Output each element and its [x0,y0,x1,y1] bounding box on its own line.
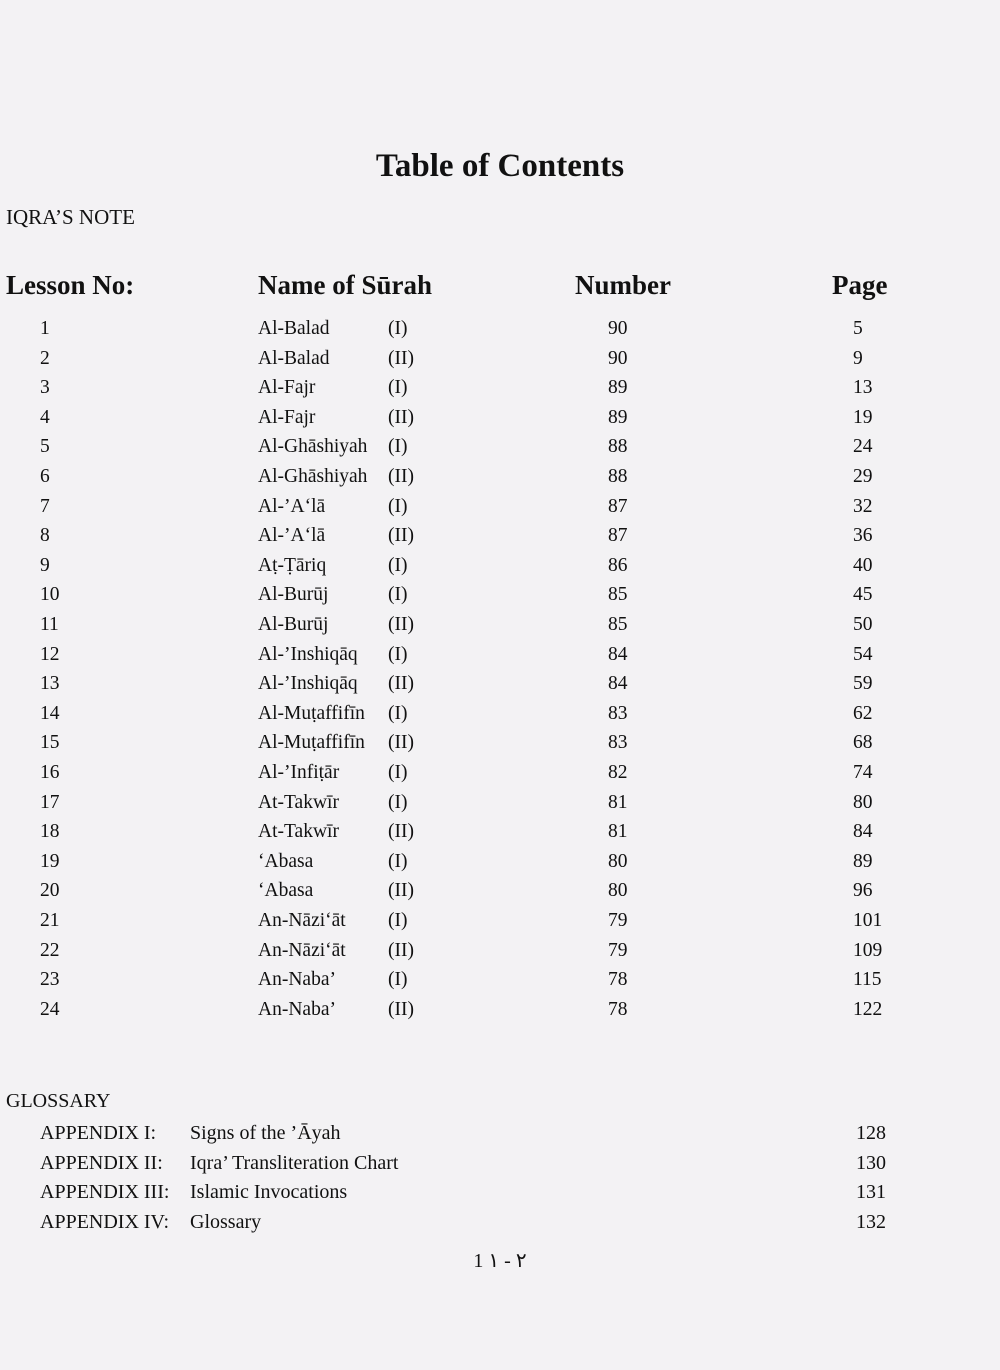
surah-number: 84 [608,673,628,695]
page-number: 74 [853,762,873,783]
page-number: 50 [853,614,873,635]
surah-name: Al-Fajr [258,406,316,428]
surah-number: 88 [608,466,628,487]
page-number: 24 [853,436,873,458]
surah-number: 81 [608,791,628,813]
page-number: 109 [853,939,883,961]
header-surah-name: Name of Sūrah [258,270,432,300]
page-footer: 1 ٢ - ١ [473,1250,527,1272]
glossary-heading: GLOSSARY [6,1090,111,1112]
appendix-title: Iqra’ Transliteration Chart [190,1151,399,1174]
appendix-row [0,1152,1000,1182]
surah-name: Al-Muṭaffifīn [258,702,365,724]
lesson-number: 15 [40,732,60,754]
page-number: 5 [853,318,863,339]
table-row [0,584,1000,613]
surah-part: (II) [388,880,414,902]
table-row [0,673,1000,702]
page-number: 84 [853,821,873,843]
surah-part: (I) [388,762,408,783]
table-row [0,348,1000,377]
lesson-number: 11 [40,614,59,635]
surah-part: (II) [388,406,414,428]
table-row [0,525,1000,554]
page-number: 19 [853,406,873,428]
surah-number: 81 [608,821,628,843]
lesson-number: 14 [40,702,60,724]
lesson-number: 10 [40,584,60,606]
surah-number: 82 [608,762,628,783]
lesson-number: 9 [40,554,50,576]
surah-number: 79 [608,939,628,961]
surah-name: ‘Abasa [258,880,314,902]
surah-number: 83 [608,702,628,724]
lesson-number: 17 [40,791,60,813]
table-row [0,496,1000,525]
page-number: 32 [853,495,873,517]
appendix-label: APPENDIX IV: [40,1210,170,1233]
surah-part: (II) [388,998,414,1020]
surah-number: 90 [608,318,628,339]
appendix-page: 130 [856,1151,886,1174]
appendix-page: 132 [856,1210,886,1233]
surah-number: 90 [608,347,628,369]
surah-part: (II) [388,939,414,961]
header-number: Number [575,270,671,300]
table-row [0,732,1000,761]
lesson-number: 6 [40,466,50,487]
page-title: Table of Contents [375,148,625,184]
surah-part: (II) [388,614,414,635]
lesson-number: 7 [40,495,50,517]
table-row [0,436,1000,465]
lesson-number: 5 [40,436,50,458]
surah-name: Al-Burūj [258,614,329,635]
surah-number: 89 [608,406,628,428]
surah-number: 88 [608,436,628,458]
surah-number: 79 [608,910,628,931]
page-number: 101 [853,910,883,931]
surah-name: Al-Muṭaffifīn [258,732,365,754]
table-row [0,851,1000,880]
page-number: 9 [853,347,863,369]
surah-part: (II) [388,466,414,487]
surah-name: Al-Burūj [258,584,329,606]
surah-number: 87 [608,495,628,517]
lesson-number: 4 [40,406,50,428]
surah-name: Al-’Inshiqāq [258,643,358,665]
page-number: 40 [853,554,873,576]
surah-part: (I) [388,584,408,606]
surah-part: (II) [388,821,414,843]
appendix-title: Signs of the ’Āyah [190,1122,341,1144]
appendix-label: APPENDIX I: [40,1122,157,1144]
page-number: 80 [853,791,873,813]
page-number: 29 [853,466,873,487]
lesson-number: 23 [40,969,60,991]
lesson-number: 1 [40,318,50,339]
appendix-label: APPENDIX II: [40,1151,163,1174]
surah-number: 78 [608,998,628,1020]
table-row [0,910,1000,939]
surah-part: (II) [388,525,414,547]
lesson-number: 3 [40,377,50,399]
iqra-note-heading: IQRA’S NOTE [6,205,135,229]
surah-number: 87 [608,525,628,547]
page-number: 122 [853,998,883,1020]
lesson-number: 8 [40,525,50,547]
surah-number: 85 [608,614,628,635]
surah-name: ‘Abasa [258,850,314,872]
surah-number: 84 [608,643,628,665]
lesson-number: 16 [40,762,60,783]
appendix-title: Glossary [190,1210,262,1233]
page-number: 59 [853,673,873,695]
table-row [0,644,1000,673]
surah-number: 85 [608,584,628,606]
appendix-row [0,1211,1000,1241]
table-row [0,407,1000,436]
surah-name: An-Naba’ [258,969,336,991]
header-lesson-no: Lesson No: [6,270,135,300]
surah-number: 78 [608,969,628,991]
lesson-number: 19 [40,850,60,872]
table-row [0,792,1000,821]
page-number: 45 [853,584,873,606]
surah-part: (I) [388,436,408,458]
surah-name: Al-Balad [258,318,330,339]
lesson-number: 13 [40,673,60,695]
surah-name: Al-’A‘lā [258,525,326,547]
surah-name: Al-’Inshiqāq [258,673,358,695]
surah-part: (I) [388,850,408,872]
surah-name: Al-Ghāshiyah [258,466,368,487]
table-row [0,614,1000,643]
table-row [0,940,1000,969]
table-row [0,703,1000,732]
page-number: 89 [853,850,873,872]
lesson-number: 22 [40,939,60,961]
surah-name: At-Takwīr [258,791,339,813]
table-row [0,999,1000,1028]
table-row [0,466,1000,495]
surah-name: Al-’A‘lā [258,495,326,517]
table-row [0,377,1000,406]
surah-number: 89 [608,377,628,399]
surah-part: (I) [388,969,408,991]
appendix-page: 131 [856,1181,886,1203]
surah-name: An-Naba’ [258,998,336,1020]
lesson-number: 21 [40,910,60,931]
surah-part: (I) [388,318,408,339]
surah-part: (I) [388,495,408,517]
surah-name: An-Nāzi‘āt [258,910,346,931]
surah-part: (I) [388,910,408,931]
surah-part: (I) [388,791,408,813]
lesson-number: 18 [40,821,60,843]
surah-number: 86 [608,554,628,576]
appendix-title: Islamic Invocations [190,1181,348,1203]
page-number: 36 [853,525,873,547]
surah-name: Al-Ghāshiyah [258,436,368,458]
table-row [0,318,1000,347]
appendix-label: APPENDIX III: [40,1181,170,1203]
surah-part: (I) [388,643,408,665]
surah-part: (II) [388,673,414,695]
lesson-number: 20 [40,880,60,902]
table-row [0,880,1000,909]
appendix-row [0,1181,1000,1211]
surah-name: Al-Fajr [258,377,316,399]
page-number: 115 [853,969,882,991]
table-row [0,969,1000,998]
surah-name: At-Takwīr [258,821,339,843]
page-number: 96 [853,880,873,902]
header-page: Page [832,270,888,300]
page-number: 13 [853,377,873,399]
surah-name: Aṭ-Ṭāriq [258,554,327,576]
lesson-number: 12 [40,643,60,665]
surah-part: (I) [388,702,408,724]
page-number: 54 [853,643,873,665]
surah-part: (I) [388,554,408,576]
surah-number: 83 [608,732,628,754]
lesson-number: 24 [40,998,60,1020]
table-row [0,821,1000,850]
table-row [0,762,1000,791]
surah-name: Al-Balad [258,347,330,369]
appendix-row [0,1122,1000,1152]
page-number: 62 [853,702,873,724]
surah-number: 80 [608,850,628,872]
surah-part: (II) [388,347,414,369]
surah-part: (II) [388,732,414,754]
lesson-number: 2 [40,347,50,369]
table-row [0,555,1000,584]
surah-number: 80 [608,880,628,902]
appendix-page: 128 [856,1122,886,1144]
surah-name: Al-’Infiṭār [258,762,340,783]
page-number: 68 [853,732,873,754]
surah-name: An-Nāzi‘āt [258,939,346,961]
surah-part: (I) [388,377,408,399]
